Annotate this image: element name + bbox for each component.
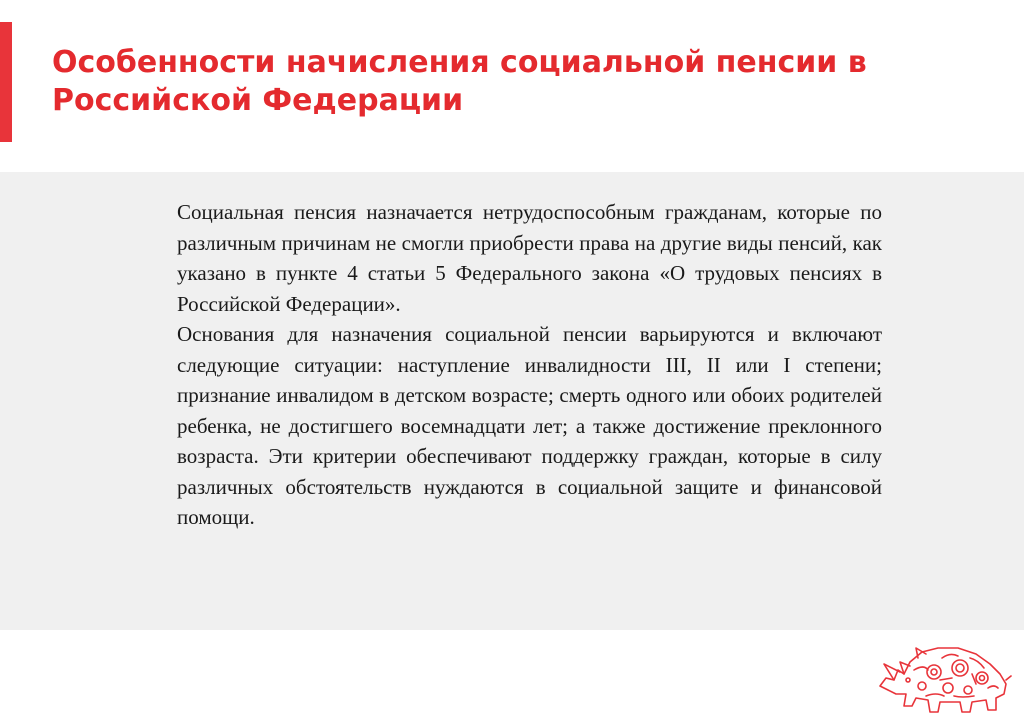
rhino-logo-icon	[878, 640, 1012, 716]
content-panel	[0, 172, 1024, 630]
body-text	[177, 197, 882, 533]
slide-title: Особенности начисления социальной пенсии в Российской Федерации	[52, 45, 867, 118]
title-accent-bar	[0, 22, 12, 142]
paragraph-1: Социальная пенсия назначается нетрудоспособным гражданам, которые по различным причинам не смогли приобрести права на другие виды пенсий, как указано в пункте 4 статьи 5 Федерального закона «О трудовых пенсиях в Российской Федерации».	[177, 200, 882, 316]
paragraph-2: Основания для назначения социальной пенсии варьируются и включают следующие ситуации: наступление инвалидности III, II или I степени; признание инвалидом в детском возрасте; смерть одного или обоих родителей ребенка, не достигшего восемнадцати лет; а также достижение преклонного возраста. Эти критерии обеспечивают поддержку граждан, которые в силу различных обстоятельств нуждаются в социальной защите и финансовой помощи.	[177, 322, 882, 529]
